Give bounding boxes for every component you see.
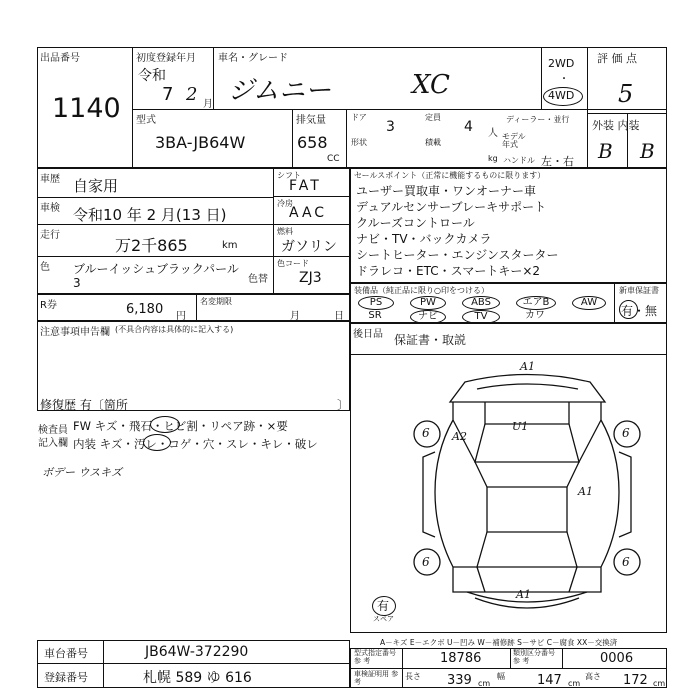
interior-grade: B: [640, 139, 655, 163]
drive-dot: ・: [559, 74, 569, 85]
repair-history: 修復歴 有〔箇所: [40, 398, 128, 412]
spare-label: スペア: [373, 615, 394, 623]
capacity-label: 定員: [425, 113, 441, 122]
expiry-month: 月: [290, 311, 300, 322]
damage-legend: A－キズ E－エクボ U－凹み W－補修跡 S－サビ C－腐食 XX－交換済: [380, 638, 618, 647]
equip-leather: カワ: [525, 310, 545, 321]
ext-int-label: 外装 内装: [592, 119, 640, 132]
kg-unit: kg: [488, 154, 498, 163]
ac-label: 冷房: [277, 199, 293, 208]
inspection: 令和10 年 2 月(13 日): [73, 206, 227, 224]
handle-label: ハンドル: [503, 156, 535, 165]
car-damage-diagram: [405, 362, 650, 624]
persons-unit: 人: [488, 128, 498, 139]
rating-label: 評 価 点: [597, 52, 637, 65]
lot-number: 1140: [52, 93, 121, 124]
yen-unit: 円: [176, 311, 186, 322]
repair-close: 〕: [337, 398, 350, 412]
damage-mark-hood: U1: [512, 420, 529, 433]
width-unit: cm: [568, 679, 581, 688]
ac: AAC: [289, 205, 328, 221]
length: 339: [447, 673, 472, 688]
expiry-day: 日: [334, 311, 344, 322]
equip-aw: AW: [572, 296, 606, 310]
damage-mark-left-fender: A2: [452, 430, 467, 443]
fuel-label: 燃料: [277, 227, 293, 236]
tire-mark-fr: 6: [622, 426, 630, 440]
recycle-amount: 6,180: [126, 302, 164, 317]
drive-2wd: 2WD: [548, 57, 575, 70]
height-label: 高さ: [585, 672, 601, 681]
history: 自家用: [73, 177, 119, 195]
inspector-line-2: 内装 キズ・汚レ・コゲ・穴・スレ・キレ・破レ: [73, 437, 318, 451]
type-no: 18786: [440, 651, 482, 666]
mileage-label: 走行: [40, 230, 60, 241]
height: 172: [623, 673, 648, 688]
mileage: 万2千865: [115, 236, 188, 255]
doors: 3: [386, 119, 395, 135]
shift: FAT: [289, 178, 322, 194]
era: 令和: [138, 68, 166, 84]
damage-mark-right-door: A1: [578, 485, 593, 498]
displacement-label: 排気量: [296, 115, 326, 126]
sales-point: シートヒーター・エンジンスターター: [356, 248, 559, 262]
color: ブルーイッシュブラックパール3: [73, 262, 239, 290]
back-day-label: 後日品: [353, 329, 383, 340]
color-label: 色: [40, 262, 50, 273]
month-unit: 月: [203, 99, 213, 110]
sales-point: クルーズコントロール: [356, 216, 475, 230]
grade: XC: [412, 70, 450, 100]
lot-label: 出品番号: [40, 53, 80, 64]
doors-label: ドア: [351, 113, 367, 122]
type-no-label: 型式指定番号 参 考: [354, 649, 396, 665]
model-year-label: モデル 年式: [502, 132, 526, 149]
new-warranty-label: 新車保証書: [619, 286, 659, 295]
sales-point: デュアルセンサーブレーキサポート: [356, 200, 547, 214]
length-unit: cm: [478, 679, 491, 688]
circle-stain: [143, 434, 171, 451]
equipment-label: 装備品（純正品に限り○印をつける）: [354, 286, 489, 295]
spare-value: 有: [377, 599, 390, 613]
chassis-label: 車台番号: [44, 647, 88, 660]
color-code: ZJ3: [299, 270, 322, 286]
class-no: 0006: [600, 651, 634, 666]
equip-sr: SR: [368, 310, 382, 321]
notes-sublabel: (不具合内容は具体的に記入する): [115, 325, 234, 334]
equip-abs: ABS: [462, 296, 500, 310]
handwritten-note: ボデー ウスキズ: [42, 466, 122, 479]
load-label: 積載: [425, 138, 441, 147]
displacement: 658: [297, 133, 328, 152]
inspector-label-2: 記入欄: [38, 438, 68, 449]
equip-airbag: エアB: [516, 296, 556, 310]
car-name: ジムニー: [228, 76, 331, 106]
first-reg-label: 初度登録年月: [136, 53, 196, 64]
rating: 5: [618, 80, 634, 108]
model-label: 型式: [136, 115, 156, 126]
width-label: 幅: [497, 672, 505, 681]
inspector-line-1: FW キズ・飛石・ヒビ割・リペア跡・×要: [73, 419, 288, 433]
shape-label: 形状: [351, 138, 367, 147]
plate-number: 札幌 589 ゆ 616: [143, 670, 252, 686]
width: 147: [537, 673, 562, 688]
cert-label: 車検証明用 参 考: [354, 670, 399, 686]
capacity: 4: [464, 119, 473, 135]
sales-point: ドラレコ・ETC・スマートキー×2: [356, 264, 541, 278]
equip-pw: PW: [410, 296, 446, 310]
tire-mark-fl: 6: [422, 426, 430, 440]
equip-navi: ナビ: [410, 310, 446, 324]
tire-mark-rl: 6: [422, 555, 430, 569]
reg-month: 2: [186, 84, 198, 105]
equip-ps: PS: [358, 296, 394, 310]
recycle-label: R券: [40, 300, 57, 311]
notes-label: 注意事項申告欄: [40, 327, 110, 338]
exterior-grade: B: [598, 139, 613, 163]
circle-stone-chip: [150, 416, 180, 433]
history-label: 車歴: [40, 174, 60, 185]
shift-label: シフト: [277, 171, 301, 180]
tire-mark-rr: 6: [622, 555, 630, 569]
color-swap-label: 色替: [248, 274, 268, 285]
drive-4wd: 4WD: [548, 89, 575, 102]
recycle-frame: [37, 294, 350, 321]
length-label: 長さ: [405, 672, 421, 681]
sales-point: ユーザー買取車・ワンオーナー車: [356, 184, 537, 198]
car-name-label: 車名・グレード: [218, 53, 288, 64]
color-code-label: 色コード: [277, 259, 309, 268]
plate-label: 登録番号: [44, 671, 88, 684]
new-warranty-circle: [619, 300, 638, 319]
damage-mark-front-bumper: A1: [520, 360, 535, 373]
reg-year: 7: [162, 84, 174, 105]
damage-mark-rear: A1: [516, 588, 531, 601]
dealer-label: ディーラー・並行: [506, 115, 570, 124]
fuel: ガソリン: [281, 239, 337, 255]
equip-tv: TV: [462, 310, 500, 324]
new-warranty: 有・無: [621, 304, 658, 318]
inspection-label: 車検: [40, 203, 60, 214]
class-no-label: 類別区分番号 参 考: [513, 649, 555, 665]
cc-unit: CC: [327, 154, 340, 164]
model: 3BA-JB64W: [155, 133, 246, 152]
chassis-number: JB64W-372290: [145, 644, 249, 660]
sales-point: ナビ・TV・バックカメラ: [356, 232, 492, 246]
back-day-value: 保証書・取説: [394, 333, 467, 347]
km-unit: km: [222, 240, 238, 251]
sales-points-label: セールスポイント（正常に機能するものに限ります）: [354, 171, 546, 180]
handle: 左・右: [541, 155, 574, 168]
expiry-label: 名変期限: [200, 297, 232, 306]
sales-points-list: [356, 183, 559, 279]
height-unit: cm: [653, 679, 666, 688]
inspector-label-1: 検査員: [38, 425, 68, 436]
